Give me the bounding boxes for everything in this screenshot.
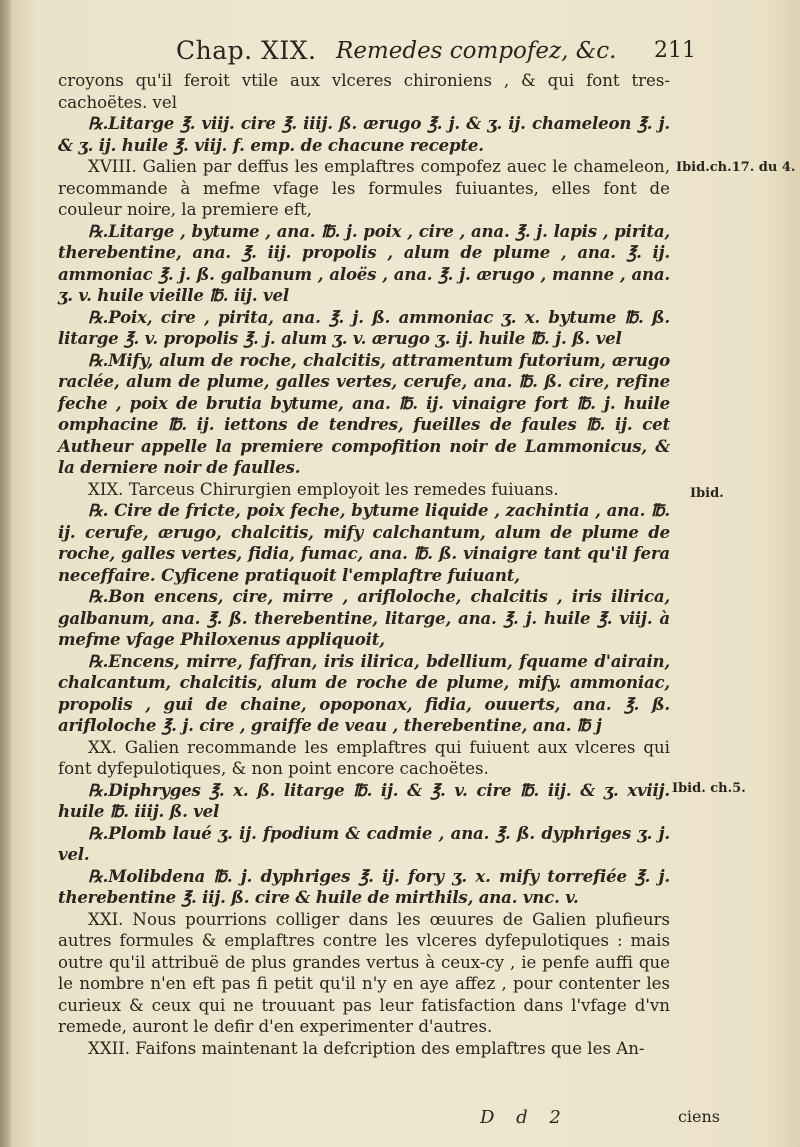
- paragraph: XX. Galien recommande les emplaftres qui fuiuent aux vlceres qui font dyfepulotiques, & non point encore cachoëtes.: [58, 737, 670, 778]
- margin-note-ibid: Ibid.: [690, 486, 724, 501]
- recipe-paragraph: ℞.Litarge , bytume , ana. ℔. j. poix , cire , ana. ℥. j. lapis , pirita, therebentine, ana. ℥. iij. propolis , alum de plume , ana. ℥. ij. ammoniac ℥. j. ß. galbanum , aloës , ana. ℥. j. ærugo , manne , ana. ʒ. v. huile vieille ℔. iij. vel: [58, 220, 670, 305]
- margin-note-ibid-ch5: Ibid. ch.5.: [672, 781, 746, 796]
- running-header: [176, 36, 696, 70]
- chapter-heading: Chap. XIX.: [176, 36, 317, 65]
- page-number: 211: [654, 38, 696, 63]
- recipe-paragraph: ℞.Diphryges ℥. x. ß. litarge ℔. ij. & ℥. v. cire ℔. iij. & ʒ. xviij. huile ℔. iiij. ß. vel: [58, 779, 670, 821]
- paragraph: XIX. Tarceus Chirurgien employoit les remedes fuiuans.: [88, 479, 559, 499]
- recipe-paragraph: ℞.Poix, cire , pirita, ana. ℥. j. ß. ammoniac ʒ. x. bytume ℔. ß. litarge ℥. v. propolis ℥. j. alum ʒ. v. ærugo ʒ. ij. huile ℔. j. ß. vel: [58, 306, 670, 348]
- paragraph: XXI. Nous pourrions colliger dans les œuures de Galien plufieurs autres formules & emplaftres contre les vlceres dyfepulotiques : mais outre qu'il attribuë de plus grandes vertus à ceux-cy , ie penfe auffi que le nombre n'en eft pas fi petit qu'il n'y en aye affez , pour contenter les curieux & ceux qui ne trouuant pas leur fatisfaction dans l'vfage d'vn remede, auront le defir d'en experimenter d'autres.: [58, 909, 670, 1036]
- recipe-paragraph: ℞.Encens, mirre, faffran, iris ilirica, bdellium, fquame d'airain, chalcantum, chalcitis, alum de roche de plume, mify. ammoniac, propolis , gui de chaine, opoponax, fidia, ouuerts, ana. ℥. ß. arifloloche ℥. j. cire , graiffe de veau , therebentine, ana. ℔ j: [58, 650, 670, 735]
- paragraph: XVIII. Galien par deffus les emplaftres compofez auec le chameleon, recommande à mefme vfage les formules fuiuantes, elles font de couleur noire, la premiere eft,: [58, 157, 670, 219]
- recipe-paragraph: ℞.Bon encens, cire, mirre , arifloloche, chalcitis , iris ilirica, galbanum, ana. ℥. ß. therebentine, litarge, ana. ℥. j. huile ℥. viij. à mefme vfage Philoxenus appliquoit,: [58, 586, 670, 649]
- recipe-paragraph: ℞. Cire de fricte, poix feche, bytume liquide , zachintia , ana. ℔. ij. cerufe, ærugo, chalcitis, mify calchantum, alum de plume de roche, galles vertes, fidia, fumac, ana. ℔. ß. vinaigre tant qu'il fera neceffaire. Cyficene pratiquoit l'emplaftre fuiuant,: [58, 500, 670, 585]
- margin-note-ibid-ch17: Ibid.ch.17. du 4.: [676, 160, 796, 175]
- running-title: Remedes compofez, &c.: [336, 38, 617, 64]
- paragraph: croyons qu'il feroit vtile aux vlceres chironiens , & qui font tres-cachoëtes. vel: [58, 71, 670, 112]
- recipe-paragraph: ℞.Molibdena ℔. j. dyphriges ℥. ij. fory ʒ. x. mify torrefiée ℥. j. therebentine ℥. iij. ß. cire & huile de mirthils, ana. vnc. v.: [58, 865, 670, 907]
- signature-mark: D d 2: [480, 1107, 569, 1128]
- recipe-paragraph: ℞.Litarge ℥. viij. cire ℥. iiij. ß. ærugo ℥. j. & ʒ. ij. chameleon ℥. j. & ʒ. ij. huile ℥. viij. f. emp. de chacune recepte.: [58, 113, 670, 155]
- recipe-paragraph: ℞.Plomb laué ʒ. ij. fpodium & cadmie , ana. ℥. ß. dyphriges ʒ. j. vel.: [58, 822, 670, 864]
- page-spine-shadow: [0, 0, 12, 1147]
- paragraph: XXII. Faifons maintenant la defcription des emplaftres que les An-: [88, 1038, 645, 1058]
- recipe-paragraph: ℞.Mify, alum de roche, chalcitis, attramentum futorium, ærugo raclée, alum de plume, galles vertes, cerufe, ana. ℔. ß. cire, refine feche , poix de brutia bytume, ana. ℔. ij. vinaigre fort ℔. j. huile omphacine ℔. ij. iettons de tendres, fueilles de faules ℔. ij. cet Autheur appelle la premiere compofition noir de Lammonicus, & la derniere noir de faulles.: [58, 349, 670, 477]
- page-footer: [460, 1107, 720, 1133]
- catchword: ciens: [677, 1107, 720, 1126]
- page-body-text: [58, 70, 670, 1059]
